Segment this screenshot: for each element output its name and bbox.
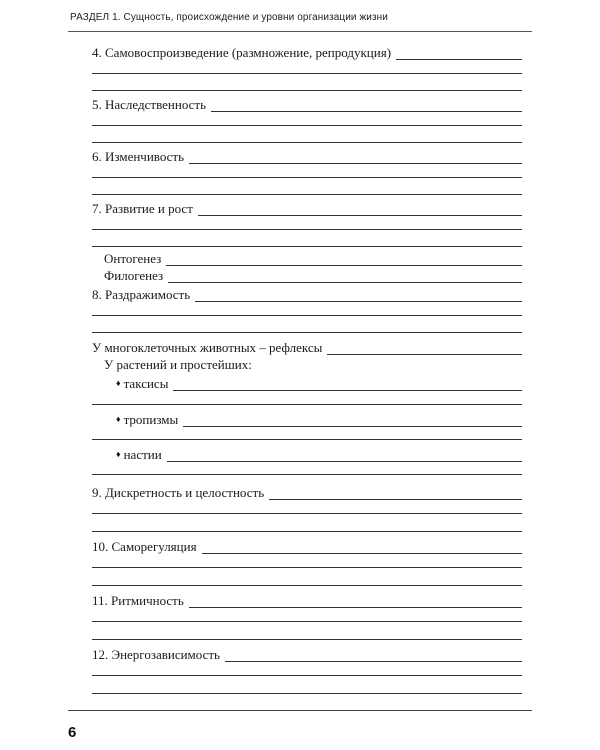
answer-line[interactable]	[92, 531, 522, 532]
answer-line[interactable]	[92, 474, 522, 475]
answer-line[interactable]	[92, 675, 522, 676]
answer-line[interactable]	[327, 341, 522, 355]
answer-line[interactable]	[225, 648, 522, 662]
item-11	[92, 593, 522, 608]
running-header: РАЗДЕЛ 1. Сущность, происхождение и уровни организации жизни	[70, 12, 388, 23]
item-8-label: 8. Раздражимость	[92, 287, 191, 302]
item-7	[92, 201, 522, 216]
item-10-label: 10. Саморегуляция	[92, 539, 197, 554]
answer-line[interactable]	[92, 315, 522, 316]
filogenez-row	[104, 268, 522, 283]
ontogenez-label: Онтогенез	[104, 251, 162, 266]
item-4	[92, 45, 522, 60]
header-rule	[68, 31, 532, 32]
diamond-bullet-icon: ♦	[116, 378, 121, 388]
answer-line[interactable]	[92, 439, 522, 440]
tropizmy-row	[116, 412, 522, 427]
item-9	[92, 485, 522, 500]
answer-line[interactable]	[168, 269, 522, 283]
mnogokletochnye-label: У многоклеточных животных – рефлексы	[92, 340, 323, 355]
answer-line[interactable]	[92, 125, 522, 126]
item-10	[92, 539, 522, 554]
answer-line[interactable]	[195, 288, 522, 302]
answer-line[interactable]	[166, 252, 522, 266]
item-7-label: 7. Развитие и рост	[92, 201, 193, 216]
answer-line[interactable]	[92, 567, 522, 568]
ontogenez-row	[104, 251, 522, 266]
answer-line[interactable]	[198, 202, 522, 216]
answer-line[interactable]	[173, 377, 522, 391]
answer-line[interactable]	[92, 404, 522, 405]
answer-line[interactable]	[92, 194, 522, 195]
answer-line[interactable]	[202, 540, 522, 554]
item-8	[92, 287, 522, 302]
answer-line[interactable]	[189, 150, 522, 164]
answer-line[interactable]	[92, 639, 522, 640]
item-9-label: 9. Дискретность и целостность	[92, 485, 265, 500]
rasteniya-row	[104, 357, 404, 372]
diamond-bullet-icon: ♦	[116, 414, 121, 424]
item-11-label: 11. Ритмичность	[92, 593, 184, 608]
taksisy-row	[116, 376, 522, 391]
answer-line[interactable]	[269, 486, 522, 500]
page-number: 6	[68, 724, 77, 741]
tropizmy-label: тропизмы	[123, 412, 179, 427]
item-12	[92, 647, 522, 662]
taksisy-label: таксисы	[123, 376, 169, 391]
item-6-label: 6. Изменчивость	[92, 149, 185, 164]
answer-line[interactable]	[92, 621, 522, 622]
nastii-label: настии	[123, 447, 162, 462]
answer-line[interactable]	[211, 98, 522, 112]
answer-line[interactable]	[92, 332, 522, 333]
answer-line[interactable]	[92, 229, 522, 230]
footer-rule	[68, 710, 532, 711]
answer-line[interactable]	[92, 693, 522, 694]
filogenez-label: Филогенез	[104, 268, 164, 283]
nastii-row	[116, 447, 522, 462]
answer-line[interactable]	[92, 513, 522, 514]
item-5	[92, 97, 522, 112]
answer-line[interactable]	[92, 142, 522, 143]
answer-line[interactable]	[167, 448, 522, 462]
answer-line[interactable]	[92, 177, 522, 178]
answer-line[interactable]	[92, 73, 522, 74]
item-6	[92, 149, 522, 164]
answer-line[interactable]	[189, 594, 522, 608]
answer-line[interactable]	[92, 585, 522, 586]
mnogokletochnye-row	[92, 340, 522, 355]
item-12-label: 12. Энергозависимость	[92, 647, 220, 662]
answer-line[interactable]	[92, 90, 522, 91]
answer-line[interactable]	[396, 46, 522, 60]
answer-line[interactable]	[92, 246, 522, 247]
answer-line[interactable]	[183, 413, 522, 427]
item-5-label: 5. Наследственность	[92, 97, 207, 112]
diamond-bullet-icon: ♦	[116, 449, 121, 459]
rasteniya-label: У растений и простейших:	[104, 357, 252, 372]
item-4-label: 4. Самовоспроизведение (размножение, репродукция)	[92, 45, 392, 60]
